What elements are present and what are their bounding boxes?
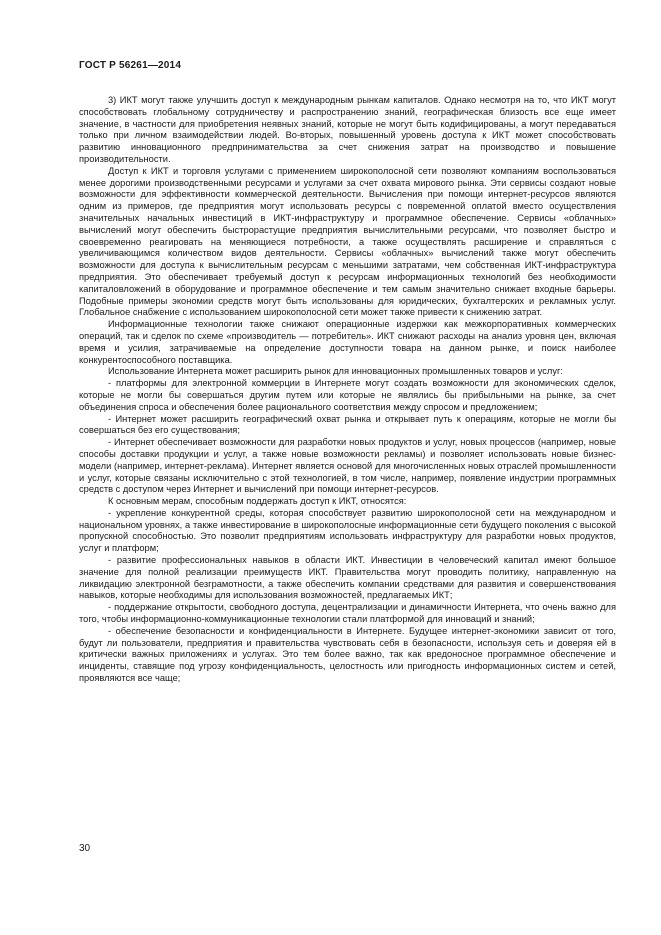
list-item-security-privacy: - обеспечение безопасности и конфиденциальности в Интернете. Будущее интернет-экономики зависит от того, будут ли пользователи, предприятия и правительства чувствовать себя в безопасности, используя сеть и доверяя ей в критически важных приложениях и услугах. Это тем более важно, так как вредоносное программное обеспечение и инциденты, ставящие под угрозу конфиденциальность, целостность или пригодность информационных систем и сетей, проявляются все чаще; bbox=[79, 625, 616, 684]
document-header: ГОСТ Р 56261—2014 bbox=[79, 60, 182, 71]
list-item-geographic-reach: - Интернет может расширить географический охват рынка и открывает путь к операциям, которые не могли бы совершаться без его существования; bbox=[79, 413, 616, 436]
paragraph-ict-capital-markets: 3) ИКТ могут также улучшить доступ к международным рынкам капиталов. Однако несмотря на то, что ИКТ могут способствовать глобальному сотрудничеству и распространению знаний, географическая близость все еще имеет значение, в частности для приобретения неявных знаний, которые не могут быть кодифицированы, а могут передаваться только при личном взаимодействии людей. Во-вторых, повышенный уровень доступа к ИКТ может способствовать развитию инновационного предпринимательства за счет снижения затрат на производство и повышение производительности. bbox=[79, 95, 616, 164]
list-item-ecommerce-platforms: - платформы для электронной коммерции в Интернете могут создать возможности для экономических сделок, которые не могли бы совершаться другим путем или которые не являлись бы прибыльными на рынке, за счет объединения спроса и обеспечения более рационального соответствия между спросом и предложением; bbox=[79, 378, 616, 412]
list-item-competitive-environment: - укрепление конкурентной среды, которая способствует развитию широкополосной сети на международном и национальном уровнях, а также инвестирование в широкополосные информационные сети будущего поколения с высокой пропускной способностью. Это позволит предприятиям использовать инфраструктуру для разработки новых продуктов, услуг и платформ; bbox=[79, 507, 616, 554]
list-item-ict-skills: - развитие профессиональных навыков в области ИКТ. Инвестиции в человеческий капитал имеют большое значение для полной реализации преимуществ ИКТ. Правительства могут проводить политику, направленную на ликвидацию электронной безграмотности, а также обеспечить компании средствами для развития и совершенствования навыков, которые необходимы для использования возможностей, предлагаемых ИКТ; bbox=[79, 555, 616, 601]
paragraph-main-measures: К основным мерам, способным поддержать доступ к ИКТ, относятся: bbox=[108, 496, 407, 507]
list-item-internet-openness: - поддержание открытости, свободного доступа, децентрализации и динамичности Интернета, что очень важно для того, чтобы информационно-коммуникационные технологии стали платформой для инноваций и знаний; bbox=[79, 602, 616, 625]
document-body bbox=[79, 95, 616, 685]
paragraph-operational-costs: Информационные технологии также снижают операционные издержки как межкорпоративных коммерческих операций, так и сделок по схеме «производитель — потребитель». ИКТ снижают расходы на анализ уровня цен, включая время и усилия, затрачиваемые на определение доступности товара на данном рынке, и поиск наиболее конкурентоспособного поставщика. bbox=[79, 319, 616, 365]
paragraph-internet-market: Использование Интернета может расширить рынок для инновационных промышленных товаров и услуг: bbox=[108, 366, 563, 377]
page-number: 30 bbox=[79, 843, 91, 854]
list-item-new-products: - Интернет обеспечивает возможности для разработки новых продуктов и услуг, новых процессов (например, новые способы доставки продукции и услуг, а также новые возможности рекламы) и позволяет использовать новые бизнес-модели (например, интернет-реклама). Интернет является основой для многочисленных новых отраслей промышленности и услуг, которые связаны исключительно с этой технологией, в том числе, например, появление индустрии программных средств с доступом через Интернет и вычислений при помощи интернет-ресурсов. bbox=[79, 437, 616, 495]
paragraph-broadband-access: Доступ к ИКТ и торговля услугами с применением широкополосной сети позволяют компаниям воспользоваться менее дорогими производственными ресурсами и услугами за счет охвата мирового рынка. Эти сервисы создают новые возможности для эффективности коммерческой деятельности. Вычисления при помощи интернет-ресурсов являются одним из примеров, где предприятия могут использовать ресурсы с повременной оплатой вместо осуществления значительных начальных инвестиций в ИКТ-инфраструктуру и программное обеспечение. Сервисы «облачных» вычислений могут обеспечить быстрорастущие предприятия вычислительными ресурсами, что позволяет быстро и своевременно реагировать на меняющиеся потребности, а также осуществлять расширение и справляться с увеличивающимся количеством видов деятельности. Сервисы «облачных» вычислений также могут обеспечить возможности для доступа к вычислительным ресурсам с меньшими затратами, чем собственная ИКТ-инфраструктура предприятия. Это обеспечивает требуемый доступ к ресурсам информационных технологий без необходимости капиталовложений в оборудование и программное обеспечение и тем самым значительно снижает входные барьеры. Подобные примеры экономии средств могут быть использованы для юридических, бухгалтерских и рекламных услуг. Глобальное снабжение с использованием широкополосной сети может также привести к снижению затрат. bbox=[79, 165, 616, 318]
